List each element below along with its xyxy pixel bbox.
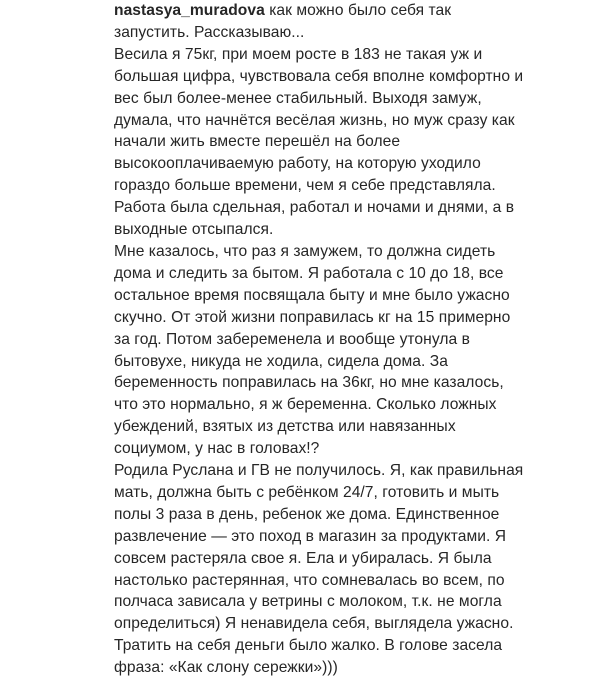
comment-line: дома и следить за бытом. Я работала с 10 до 18, все: [114, 264, 504, 282]
comment-line: развлечение — это поход в магазин за продуктами. Я: [114, 527, 507, 545]
comment-line: Родила Руслана и ГВ не получилось. Я, как правильная: [114, 462, 524, 480]
comment-line: Тратить на себя деньги было жалко. В голове засела: [114, 637, 503, 655]
comment-line: вес был более-менее стабильный. Выходя замуж,: [114, 89, 482, 107]
comment-line: гораздо больше времени, чем я себе представляла.: [114, 177, 496, 195]
comment-line: убеждений, взятых из детства или навязанных: [114, 418, 456, 436]
comment-line: полы 3 раза в день, ребенок же дома. Единственное: [114, 505, 500, 523]
comment-first-line-text: как можно было себя так: [264, 2, 452, 19]
comment-line: полчаса зависала у ветрины с молоком, т.к. не могла: [114, 593, 502, 611]
comment-line: совсем растеряла свое я. Ела и убиралась. Я была: [114, 549, 492, 567]
comment-first-line: [114, 0, 504, 22]
comment-line: запустить. Рассказываю...: [114, 23, 305, 41]
comment-line: Весила я 75кг, при моем росте в 183 не такая уж и: [114, 45, 483, 63]
comment-line: начали жить вместе перешёл на более: [114, 133, 401, 151]
comment-line: мать, должна быть с ребёнком 24/7, готовить и мыть: [114, 483, 500, 501]
comment-line: настолько растерянная, что сомневалась во всем, по: [114, 571, 505, 589]
comment-body: [114, 0, 524, 679]
comment-line: думала, что начнётся весёлая жизнь, но муж сразу как: [114, 111, 515, 129]
comment-line: высокооплачиваемую работу, на которую уходило: [114, 155, 481, 173]
comment-line: скучно. От этой жизни поправилась кг на 15 примерно: [114, 308, 511, 326]
comment-line: Работа была сдельная, работал и ночами и днями, а в: [114, 199, 515, 217]
comment-line: большая цифра, чувствовала себя вполне комфортно и: [114, 67, 524, 85]
comment-line: за год. Потом забеременела и вообще утонула в: [114, 330, 470, 348]
comment-line: беременность поправилась на 36кг, но мне казалось,: [114, 374, 504, 392]
comment-line: выходные отсыпался.: [114, 221, 274, 239]
comment-line: Мне казалось, что раз я замужем, то должна сидеть: [114, 242, 496, 260]
comment-line: социумом, у нас в головах!?: [114, 440, 320, 458]
comment-line: что это нормально, я ж беременна. Сколько ложных: [114, 396, 497, 414]
comment-line: фраза: «Как слону сережки»))): [114, 659, 338, 677]
comment-line: остальное время посвящала быту и мне было ужасно: [114, 286, 510, 304]
comment-line: бытовухе, никуда не ходила, сидела дома. За: [114, 352, 448, 370]
username-link[interactable]: nastasya_muradova: [114, 2, 265, 19]
comment-line: определиться) Я ненавидела себя, выглядела ужасно.: [114, 615, 514, 633]
